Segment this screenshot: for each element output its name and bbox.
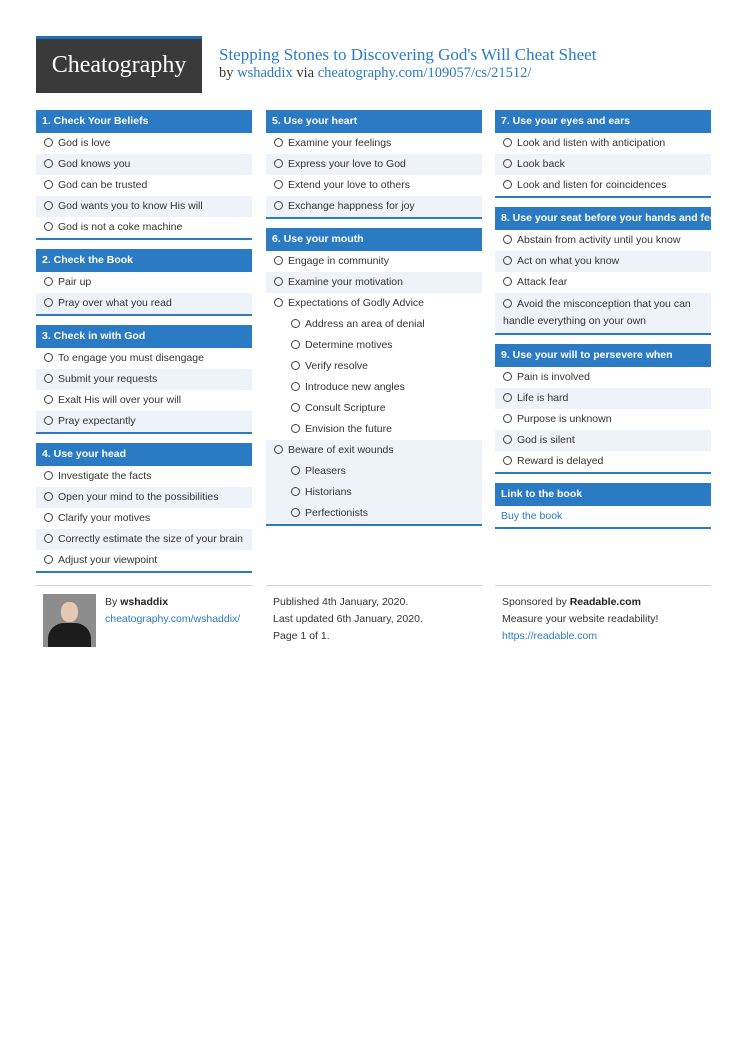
list-item: To engage you must disengage — [58, 352, 204, 364]
list-item: Examine your feelings — [288, 137, 392, 149]
checkbox-icon[interactable] — [503, 299, 512, 308]
checkbox-icon[interactable] — [274, 138, 283, 147]
checkbox-icon[interactable] — [503, 256, 512, 265]
footer-author — [105, 594, 240, 628]
list-item: Look back — [517, 158, 565, 170]
list-item: Beware of exit wounds — [288, 444, 394, 456]
checkbox-icon[interactable] — [291, 424, 300, 433]
checkbox-icon[interactable] — [291, 340, 300, 349]
section-title: Link to the book — [495, 483, 711, 506]
checkbox-icon[interactable] — [503, 235, 512, 244]
checkbox-icon[interactable] — [503, 159, 512, 168]
section-use-heart — [266, 110, 482, 219]
published-date: Published 4th January, 2020. — [273, 596, 409, 608]
checkbox-icon[interactable] — [503, 277, 512, 286]
checkbox-icon[interactable] — [44, 534, 53, 543]
checkbox-icon[interactable] — [44, 180, 53, 189]
list-subitem: Verify resolve — [305, 360, 369, 372]
column-1 — [36, 110, 252, 582]
list-item: Look and listen with anticipation — [517, 137, 666, 149]
footer-by-prefix: By — [105, 596, 118, 608]
section-title: 9. Use your will to persevere when — [495, 344, 711, 367]
checkbox-icon[interactable] — [291, 382, 300, 391]
list-item: Avoid the misconception that you can handle everything on your own — [503, 298, 691, 327]
list-subitem: Perfectionists — [305, 507, 369, 519]
list-item: Purpose is unknown — [517, 413, 612, 425]
list-item: God knows you — [58, 158, 131, 170]
footer-dates — [273, 594, 423, 645]
list-item: Extend your love to others — [288, 179, 410, 191]
section-title: 5. Use your heart — [266, 110, 482, 133]
section-use-eyes-ears — [495, 110, 711, 198]
checkbox-icon[interactable] — [44, 513, 53, 522]
list-item: Pair up — [58, 276, 92, 288]
checkbox-icon[interactable] — [503, 138, 512, 147]
section-title: 1. Check Your Beliefs — [36, 110, 252, 133]
checkbox-icon[interactable] — [274, 298, 283, 307]
list-item: Express your love to God — [288, 158, 406, 170]
list-item: Examine your motivation — [288, 276, 403, 288]
footer-author-name[interactable]: wshaddix — [120, 596, 169, 608]
section-title: 2. Check the Book — [36, 249, 252, 272]
list-item: God can be trusted — [58, 179, 148, 191]
section-title: 8. Use your seat before your hands and feet — [495, 207, 711, 230]
list-item: Look and listen for coincidences — [517, 179, 667, 191]
list-subitem: Consult Scripture — [305, 402, 386, 414]
list-item: Pain is involved — [517, 371, 590, 383]
checkbox-icon[interactable] — [291, 361, 300, 370]
section-use-mouth — [266, 228, 482, 526]
list-subitem: Envision the future — [305, 423, 392, 435]
checkbox-icon[interactable] — [44, 492, 53, 501]
list-item: Correctly estimate the size of your brain — [58, 533, 243, 545]
checkbox-icon[interactable] — [274, 256, 283, 265]
list-item: Exchange happness for joy — [288, 200, 415, 212]
checkbox-icon[interactable] — [44, 159, 53, 168]
checkbox-icon[interactable] — [44, 353, 53, 362]
list-item: Abstain from activity until you know — [517, 234, 681, 246]
list-item: God is silent — [517, 434, 575, 446]
list-item: Clarify your motives — [58, 512, 151, 524]
logo[interactable] — [36, 36, 202, 93]
sponsor-tagline: Measure your website readability! — [502, 613, 659, 625]
list-item: Act on what you know — [517, 255, 620, 267]
list-subitem: Address an area of denial — [305, 318, 425, 330]
byline — [219, 65, 531, 82]
page-number: Page 1 of 1. — [273, 630, 330, 642]
section-use-head — [36, 443, 252, 573]
section-check-book — [36, 249, 252, 316]
section-title: 6. Use your mouth — [266, 228, 482, 251]
checkbox-icon[interactable] — [44, 277, 53, 286]
list-item: Pray expectantly — [58, 415, 136, 427]
checkbox-icon[interactable] — [503, 372, 512, 381]
checkbox-icon[interactable] — [291, 508, 300, 517]
checkbox-icon[interactable] — [503, 393, 512, 402]
checkbox-icon[interactable] — [44, 298, 53, 307]
list-item: Life is hard — [517, 392, 569, 404]
footer-divider — [495, 585, 711, 586]
list-item: Attack fear — [517, 276, 568, 288]
checkbox-icon[interactable] — [291, 466, 300, 475]
checkbox-icon[interactable] — [291, 319, 300, 328]
section-link-to-book — [495, 483, 711, 529]
list-subitem: Pleasers — [305, 465, 346, 477]
column-2 — [266, 110, 482, 535]
checkbox-icon[interactable] — [274, 159, 283, 168]
list-subitem: Determine motives — [305, 339, 393, 351]
checkbox-icon[interactable] — [503, 414, 512, 423]
list-item: Engage in community — [288, 255, 389, 267]
checkbox-icon[interactable] — [291, 403, 300, 412]
checkbox-icon[interactable] — [503, 456, 512, 465]
logo-text: Cheatography — [51, 52, 187, 78]
list-item: God is not a coke machine — [58, 221, 183, 233]
checkbox-icon[interactable] — [44, 555, 53, 564]
footer-divider — [266, 585, 482, 586]
list-subitem: Introduce new angles — [305, 381, 405, 393]
buy-book-link[interactable]: Buy the book — [501, 510, 563, 522]
footer-sponsor — [502, 594, 658, 645]
sheet-url-link[interactable]: cheatography.com/109057/cs/21512/ — [317, 65, 532, 81]
list-item: Pray over what you read — [58, 297, 172, 309]
footer-author-link[interactable]: cheatography.com/wshaddix/ — [105, 613, 241, 625]
list-item: God is love — [58, 137, 111, 149]
checkbox-icon[interactable] — [274, 445, 283, 454]
list-item: Open your mind to the possibilities — [58, 491, 219, 503]
list-item: Exalt His will over your will — [58, 394, 182, 406]
sponsor-name[interactable]: Readable.com — [569, 596, 641, 608]
list-item: Adjust your viewpoint — [58, 554, 158, 566]
list-item: Submit your requests — [58, 373, 158, 385]
column-3 — [495, 110, 720, 538]
checkbox-icon[interactable] — [274, 201, 283, 210]
section-title: 3. Check in with God — [36, 325, 252, 348]
section-title: 7. Use your eyes and ears — [495, 110, 711, 133]
section-title: 4. Use your head — [36, 443, 252, 466]
checkbox-icon[interactable] — [44, 222, 53, 231]
author-avatar[interactable] — [43, 594, 96, 647]
list-item: Reward is delayed — [517, 455, 604, 467]
checkbox-icon[interactable] — [503, 180, 512, 189]
list-item: Investigate the facts — [58, 470, 152, 482]
checkbox-icon[interactable] — [44, 138, 53, 147]
page-title: Stepping Stones to Discovering God's Will Cheat Sheet — [219, 45, 597, 64]
section-check-in-with-god — [36, 325, 252, 434]
section-use-will — [495, 344, 711, 474]
checkbox-icon[interactable] — [291, 487, 300, 496]
section-check-beliefs — [36, 110, 252, 240]
checkbox-icon[interactable] — [503, 435, 512, 444]
byline-prefix: by — [219, 65, 234, 81]
section-use-seat — [495, 207, 720, 335]
checkbox-icon[interactable] — [44, 416, 53, 425]
list-subitem: Historians — [305, 486, 352, 498]
sponsor-prefix: Sponsored by — [502, 596, 567, 608]
updated-date: Last updated 6th January, 2020. — [273, 613, 423, 625]
checkbox-icon[interactable] — [274, 277, 283, 286]
list-item: Expectations of Godly Advice — [288, 297, 424, 309]
footer-divider — [36, 585, 252, 586]
checkbox-icon[interactable] — [44, 395, 53, 404]
checkbox-icon[interactable] — [274, 180, 283, 189]
checkbox-icon[interactable] — [44, 374, 53, 383]
byline-via: via — [296, 65, 315, 81]
author-link[interactable]: wshaddix — [237, 65, 293, 81]
checkbox-icon[interactable] — [44, 201, 53, 210]
list-item: God wants you to know His will — [58, 200, 203, 212]
checkbox-icon[interactable] — [44, 471, 53, 480]
sponsor-link[interactable]: https://readable.com — [502, 630, 598, 642]
